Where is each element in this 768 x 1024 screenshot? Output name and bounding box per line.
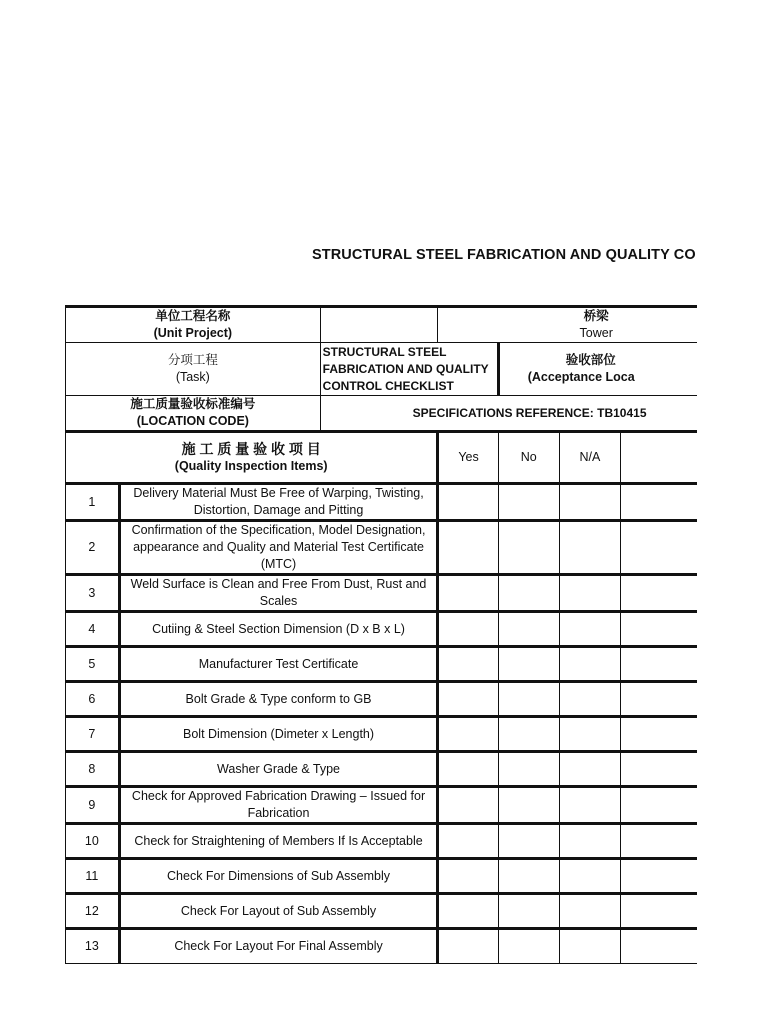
item-yes-cell[interactable] [438,575,498,612]
item-remarks-cell[interactable] [621,752,697,787]
item-yes-cell[interactable] [438,894,498,929]
item-na-cell[interactable] [559,484,620,521]
item-description: Check For Dimensions of Sub Assembly [119,859,438,894]
item-na-cell[interactable] [559,612,620,647]
item-remarks-cell[interactable] [621,824,697,859]
table-row [66,484,698,521]
item-yes-cell[interactable] [438,787,498,824]
item-number: 6 [66,682,120,717]
item-no-cell[interactable] [498,521,559,575]
item-no-cell[interactable] [498,484,559,521]
table-row [66,787,698,824]
yes-column-header: Yes [438,432,498,484]
inspection-items [66,484,698,964]
inspection-heading: 施 工 质 量 验 收 项 目 (Quality Inspection Items) [66,432,438,484]
unit-project-row [66,307,698,343]
no-column-header: No [498,432,559,484]
item-number: 2 [66,521,120,575]
item-remarks-cell[interactable] [621,929,697,964]
table-row [66,575,698,612]
item-description: Check For Layout of Sub Assembly [119,894,438,929]
item-description: Bolt Dimension (Dimeter x Length) [119,717,438,752]
item-yes-cell[interactable] [438,717,498,752]
item-number: 11 [66,859,120,894]
item-no-cell[interactable] [498,824,559,859]
location-code-row [66,396,698,432]
table-row [66,929,698,964]
item-yes-cell[interactable] [438,859,498,894]
table-row [66,824,698,859]
item-na-cell[interactable] [559,787,620,824]
item-yes-cell[interactable] [438,521,498,575]
item-yes-cell[interactable] [438,752,498,787]
item-description: Delivery Material Must Be Free of Warping, Twisting, Distortion, Damage and Pitting [119,484,438,521]
item-remarks-cell[interactable] [621,612,697,647]
item-remarks-cell[interactable] [621,575,697,612]
remarks-column-header [621,432,697,484]
item-number: 3 [66,575,120,612]
task-value: STRUCTURAL STEEL FABRICATION AND QUALITY CONTROL CHECKLIST [320,343,498,396]
item-na-cell[interactable] [559,717,620,752]
item-yes-cell[interactable] [438,612,498,647]
item-yes-cell[interactable] [438,682,498,717]
item-yes-cell[interactable] [438,484,498,521]
table-row [66,521,698,575]
item-number: 7 [66,717,120,752]
table-row [66,894,698,929]
table-row [66,612,698,647]
item-description: Weld Surface is Clean and Free From Dust, Rust and Scales [119,575,438,612]
item-description: Check for Approved Fabrication Drawing – Issued for Fabrication [119,787,438,824]
item-no-cell[interactable] [498,894,559,929]
checklist-table [65,305,697,964]
item-number: 8 [66,752,120,787]
item-number: 1 [66,484,120,521]
acceptance-location-label: 验收部位 (Acceptance Loca [498,343,697,396]
table-row [66,752,698,787]
item-na-cell[interactable] [559,752,620,787]
item-description: Confirmation of the Specification, Model Designation, appearance and Quality and Material Test Certificate (MTC) [119,521,438,575]
item-no-cell[interactable] [498,752,559,787]
item-yes-cell[interactable] [438,647,498,682]
item-na-cell[interactable] [559,575,620,612]
item-description: Cutiing & Steel Section Dimension (D x B x L) [119,612,438,647]
item-description: Washer Grade & Type [119,752,438,787]
item-no-cell[interactable] [498,682,559,717]
table-row [66,682,698,717]
item-no-cell[interactable] [498,612,559,647]
item-na-cell[interactable] [559,894,620,929]
table-row [66,717,698,752]
item-number: 12 [66,894,120,929]
item-remarks-cell[interactable] [621,717,697,752]
item-number: 10 [66,824,120,859]
item-na-cell[interactable] [559,647,620,682]
item-remarks-cell[interactable] [621,647,697,682]
item-description: Bolt Grade & Type conform to GB [119,682,438,717]
unit-project-label: 单位工程名称 (Unit Project) [66,307,321,343]
item-no-cell[interactable] [498,575,559,612]
item-remarks-cell[interactable] [621,521,697,575]
spec-reference: SPECIFICATIONS REFERENCE: TB10415 [320,396,697,432]
item-na-cell[interactable] [559,929,620,964]
item-no-cell[interactable] [498,717,559,752]
item-yes-cell[interactable] [438,824,498,859]
item-remarks-cell[interactable] [621,787,697,824]
item-number: 13 [66,929,120,964]
na-column-header: N/A [559,432,620,484]
item-remarks-cell[interactable] [621,894,697,929]
item-description: Check For Layout For Final Assembly [119,929,438,964]
task-label: 分项工程 (Task) [66,343,321,396]
item-no-cell[interactable] [498,787,559,824]
table-row [66,859,698,894]
inspection-heading-row [66,432,698,484]
item-number: 9 [66,787,120,824]
item-number: 4 [66,612,120,647]
location-code-label: 施工质量验收标准编号 (LOCATION CODE) [66,396,321,432]
item-na-cell[interactable] [559,859,620,894]
item-remarks-cell[interactable] [621,682,697,717]
unit-project-value[interactable] [320,307,438,343]
item-description: Check for Straightening of Members If Is Acceptable [119,824,438,859]
table-row [66,647,698,682]
item-na-cell[interactable] [559,682,620,717]
item-number: 5 [66,647,120,682]
item-no-cell[interactable] [498,647,559,682]
item-no-cell[interactable] [498,929,559,964]
item-yes-cell[interactable] [438,929,498,964]
item-na-cell[interactable] [559,521,620,575]
item-remarks-cell[interactable] [621,859,697,894]
item-no-cell[interactable] [498,859,559,894]
item-description: Manufacturer Test Certificate [119,647,438,682]
item-na-cell[interactable] [559,824,620,859]
document-title: STRUCTURAL STEEL FABRICATION AND QUALITY CO [312,247,696,263]
task-row [66,343,698,396]
bridge-label: 桥梁 Tower [438,307,697,343]
item-remarks-cell[interactable] [621,484,697,521]
